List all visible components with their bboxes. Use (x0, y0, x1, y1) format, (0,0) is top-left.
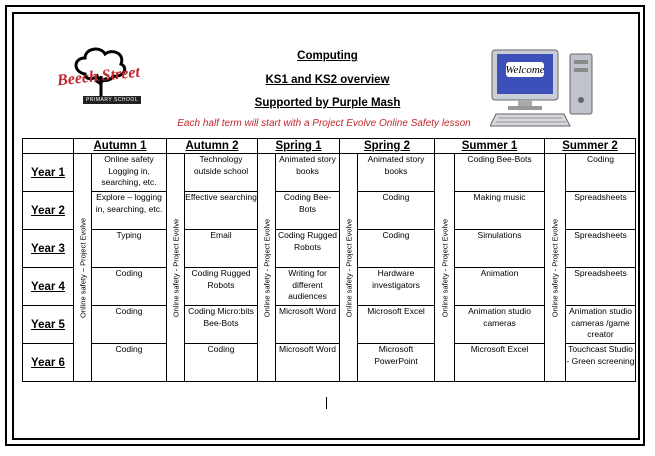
table-cell: Coding (92, 268, 167, 306)
text-cursor[interactable] (326, 397, 327, 409)
table-cell: Online safety Logging in, searching, etc. (92, 154, 167, 192)
table-cell: Effective searching (185, 192, 258, 230)
document-header (230, 47, 425, 118)
logo-subtitle: PRIMARY SCHOOL (83, 96, 141, 104)
online-safety-column (258, 154, 276, 382)
table-cell: Microsoft PowerPoint (358, 344, 435, 382)
table-cell: Coding (92, 344, 167, 382)
term-header-spring-2: Spring 2 (340, 139, 435, 154)
online-safety-column (545, 154, 566, 382)
corner-cell (23, 139, 74, 154)
table-cell: Coding (358, 192, 435, 230)
online-safety-column (74, 154, 92, 382)
table-cell: Animation (455, 268, 545, 306)
table-cell: Microsoft Word (276, 344, 340, 382)
table-cell: Animated story books (358, 154, 435, 192)
vertical-label: Online safety - Project Evolve (262, 218, 271, 317)
year-label: Year 3 (23, 230, 74, 268)
online-safety-column (340, 154, 358, 382)
online-safety-column (435, 154, 455, 382)
page-subtitle: KS1 and KS2 overview (265, 73, 390, 86)
table-cell: Coding Bee-Bots (276, 192, 340, 230)
table-cell: Making music (455, 192, 545, 230)
term-header-row (23, 139, 636, 154)
table-cell: Microsoft Word (276, 306, 340, 344)
school-logo (55, 44, 143, 106)
vertical-label: Online safety – Project Evolve (78, 217, 87, 318)
table-cell: Technology outside school (185, 154, 258, 192)
online-safety-note: Each half term will start with a Project Evolve Online Safety lesson (177, 118, 471, 129)
table-cell: Animation studio cameras /game creator (566, 306, 636, 344)
table-cell: Microsoft Excel (455, 344, 545, 382)
table-cell: Coding Rugged Robots (185, 268, 258, 306)
year-label: Year 5 (23, 306, 74, 344)
table-cell: Email (185, 230, 258, 268)
table-cell: Animation studio cameras (455, 306, 545, 344)
year-label: Year 6 (23, 344, 74, 382)
supported-by-line: Supported by Purple Mash (254, 97, 401, 109)
table-cell: Coding (358, 230, 435, 268)
table-cell: Touchcast Studio - Green screening (566, 344, 636, 382)
table-cell: Microsoft Excel (358, 306, 435, 344)
vertical-label: Online safety - Project Evolve (550, 218, 560, 317)
year-label: Year 4 (23, 268, 74, 306)
table-cell: Spreadsheets (566, 192, 636, 230)
year-label: Year 1 (23, 154, 74, 192)
logo-wordmark: Beech Street (56, 63, 141, 90)
vertical-label: Online safety - Project Evolve (344, 218, 353, 317)
table-cell: Coding Rugged Robots (276, 230, 340, 268)
term-header-autumn-2: Autumn 2 (167, 139, 258, 154)
table-row (23, 154, 636, 192)
table-cell: Coding (185, 344, 258, 382)
vertical-label: Online safety - Project Evolve (171, 218, 180, 317)
term-header-autumn-1: Autumn 1 (74, 139, 167, 154)
monitor-welcome-text: Welcome (505, 64, 545, 76)
table-cell: Spreadsheets (566, 230, 636, 268)
page-title: Computing (297, 50, 358, 62)
table-cell: Coding (566, 154, 636, 192)
vertical-label: Online safety - Project Evolve (440, 218, 449, 317)
table-cell: Coding (92, 306, 167, 344)
term-header-summer-1: Summer 1 (435, 139, 545, 154)
table-cell: Hardware investigators (358, 268, 435, 306)
computing-overview-table (22, 138, 636, 382)
table-cell: Animated story books (276, 154, 340, 192)
term-header-spring-1: Spring 1 (258, 139, 340, 154)
online-safety-column (167, 154, 185, 382)
table-cell: Coding Micro:bits Bee-Bots (185, 306, 258, 344)
table-cell: Writing for different audiences (276, 268, 340, 306)
table-cell: Coding Bee-Bots (455, 154, 545, 192)
table-cell: Typing (92, 230, 167, 268)
term-header-summer-2: Summer 2 (545, 139, 636, 154)
table-cell: Spreadsheets (566, 268, 636, 306)
table-cell: Explore – logging in, searching, etc. (92, 192, 167, 230)
table-cell: Simulations (455, 230, 545, 268)
year-label: Year 2 (23, 192, 74, 230)
